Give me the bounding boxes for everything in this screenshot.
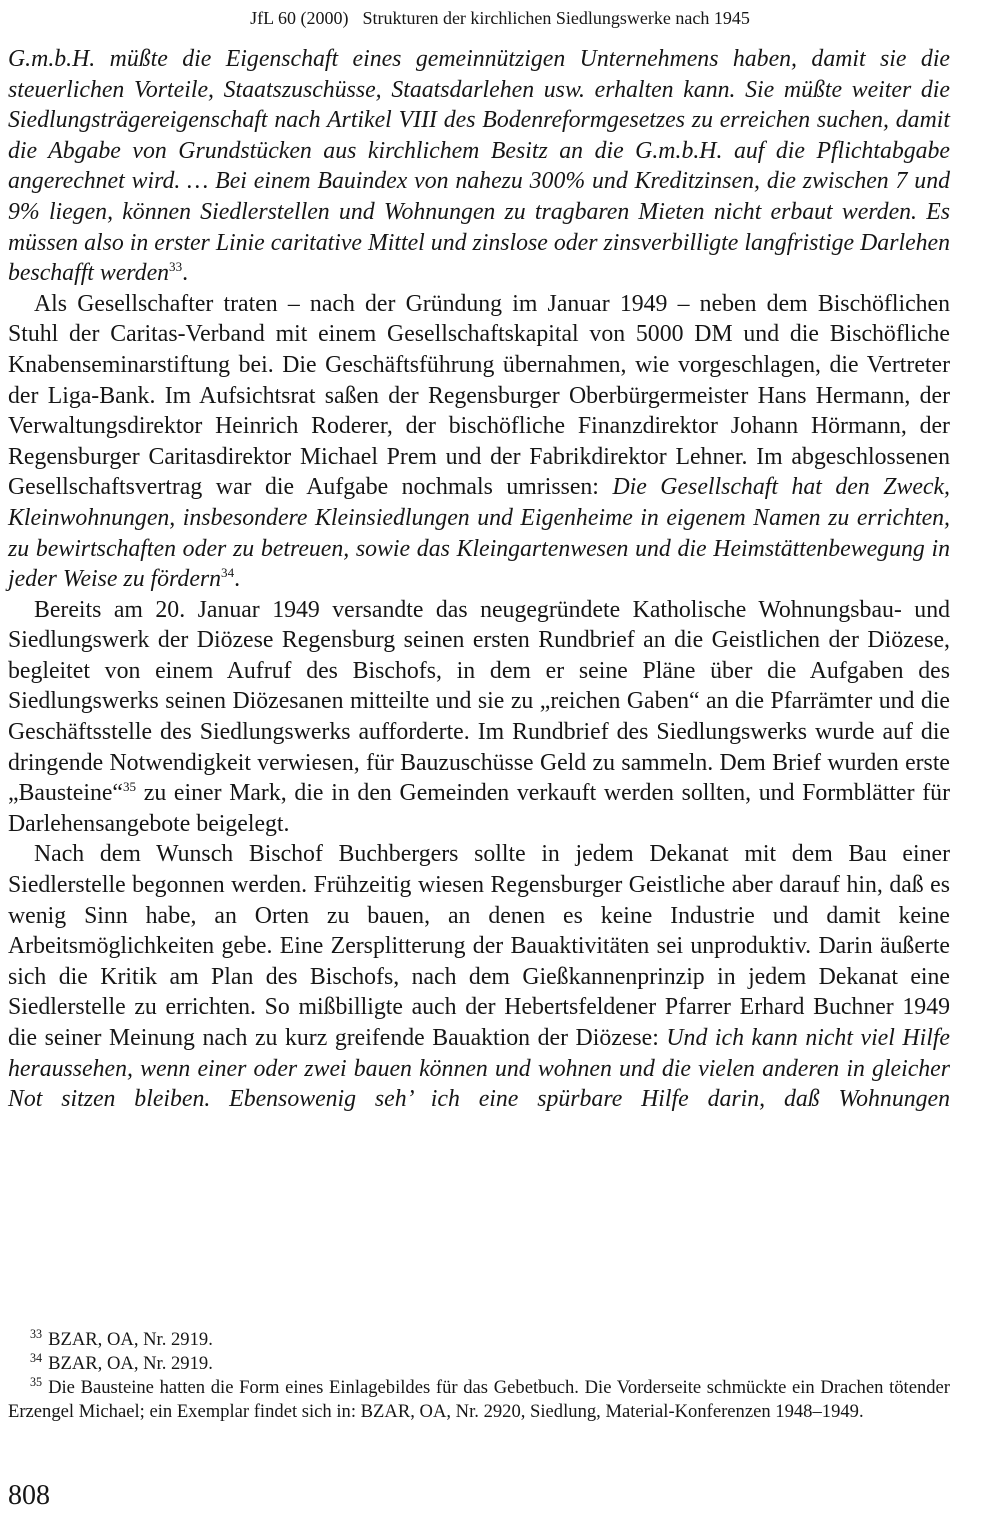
main-text — [8, 44, 950, 1115]
footnotes — [8, 1328, 950, 1424]
footnote-ref-34[interactable]: 34 — [221, 565, 235, 581]
footnote-ref-33[interactable]: 33 — [169, 259, 183, 275]
paragraph-gesellschafter: Als Gesellschafter traten – nach der Gründung im Januar 1949 – neben dem Bischöflichen Stuhl der Caritas-Verband mit einem Gesellschaftskapital von 5000 DM und die Bischöfliche Knabenseminarstiftung bei. Die Geschäftsführung übernahmen, wie vorgeschlagen, die Vertreter der Liga-Bank. Im Aufsichtsrat saßen der Regensburger Oberbürgermeister Hans Hermann, der Verwaltungsdirektor Heinrich Roderer, der bischöfliche Finanzdirektor Johann Hörmann, der Regensburger Caritasdirektor Michael Prem und der Fabrikdirektor Lehner. Im abgeschlossenen Gesellschaftsvertrag war die Aufgabe nochmals umrissen: Die Gesellschaft hat den Zweck, Kleinwohnungen, insbesondere Kleinsiedlungen und Eigenheime in eigenem Namen zu errichten, zu bewirtschaften oder zu betreuen, sowie das Kleingartenwesen und die Heimstättenbewegung in jeder Weise zu fördern$^{34}$. — [8, 290, 950, 593]
footnote-text: BZAR, OA, Nr. 2919. — [48, 1353, 213, 1374]
footnote-number: 34 — [30, 1350, 43, 1365]
paragraph-dekanat: Nach dem Wunsch Bischof Buchbergers sollte in jedem Dekanat mit dem Bau einer Siedlerstelle begonnen werden. Frühzeitig wiesen Regensburger Geistliche aber darauf hin, daß es wenig Sinn habe, an Orten zu bauen, an denen es keine Industrie und damit keine Arbeitsmöglichkeiten gebe. Eine Zersplitterung der Bauaktivitäten sei unproduktiv. Darin äußerte sich die Kritik am Plan des Bischofs, nach dem Gießkannenprinzip in jedem Dekanat eine Siedlerstelle zu errichten. So mißbilligte auch der Hebertsfeldener Pfarrer Erhard Buchner 1949 die seiner Meinung nach zu kurz greifende Bauaktion der Diözese: Und ich kann nicht viel Hilfe heraussehen, wenn einer oder zwei bauen können und wohnen und die vielen anderen in gleicher Not sitzen bleiben. Ebensowenig seh’ ich eine spürbare Hilfe darin, daß Wohnungen — [8, 841, 950, 1113]
footnote-33 — [8, 1328, 950, 1352]
footnote-text: Die Bausteine hatten die Form eines Einlagebildes für das Gebetbuch. Die Vorderseite schmückte ein Drachen tötender Erzengel Michael; ein Exemplar findet sich in: BZAR, OA, Nr. 2920, Siedlung, Material-Konferenzen 1948–1949. — [8, 1377, 950, 1422]
running-header — [0, 6, 1000, 30]
page-number: 808 — [8, 1480, 50, 1511]
footnote-ref-35[interactable]: 35 — [122, 779, 137, 795]
quote-text: G.m.b.H. müßte die Eigenschaft eines gemeinnützigen Unternehmens haben, damit sie die steuerlichen Vorteile, Staatszuschüsse, Staatsdarlehen usw. erhalten kann. Sie müßte weiter die Siedlungsträgereigenschaft nach Artikel VIII des Bodenreformgesetzes zu erreichen suchen, damit die Abgabe von Grundstücken aus kirchlichem Besitz an die G.m.b.H. auf die Pflichtabgabe angerechnet wird. … Bei einem Bauindex von nahezu 300% und Kreditzinsen, die zwischen 7 und 9% liegen, können Siedlerstellen und Wohnungen zu tragbaren Mieten nicht erbaut werden. Es müssen also in erster Linie caritative Mittel und zinslose oder zinsverbilligte langfristige Darlehen beschafft werden — [8, 46, 950, 287]
paragraph-rundbrief: Bereits am 20. Januar 1949 versandte das neugegründete Katholische Wohnungsbau- und Siedlungswerk der Diözese Regensburg seinen ersten Rundbrief an die Geistlichen der Diözese, begleitet von einem Aufruf des Bischofs, in dem er seine Pläne über die Aufgaben des Siedlungswerks seinen Diözesanen mitteilte und sie zu „reichen Gaben“ an die Pfarrämter und die Geschäftsstelle des Siedlungswerks aufforderte. Im Rundbrief des Siedlungswerks wurde auf die dringende Notwendigkeit verwiesen, für Bauzuschüsse Geld zu sammeln. Dem Brief wurden erste „Bausteine“$^{35}$ zu einer Mark, die in den Gemeinden verkauft werden sollten, und Formblätter für Darlehensangebote beigelegt. — [8, 596, 950, 837]
footnote-35 — [8, 1376, 950, 1424]
footnote-34 — [8, 1352, 950, 1376]
footnote-number: 33 — [30, 1326, 43, 1341]
footnote-text: BZAR, OA, Nr. 2919. — [48, 1329, 213, 1350]
footnote-number: 35 — [30, 1374, 43, 1389]
running-title: Strukturen der kirchlichen Siedlungswerke nach 1945 — [362, 8, 750, 28]
quote-gesellschaftsvertrag: Die Gesellschaft hat den Zweck, Kleinwohnungen, insbesondere Kleinsiedlungen und Eigenheime in eigenem Namen zu errichten, zu bewirtschaften oder zu betreuen, sowie das Kleingartenwesen und die Heimstättenbewegung in jeder Weise zu fördern — [8, 474, 950, 593]
quote-buchner: Und ich kann nicht viel Hilfe heraussehen, wenn einer oder zwei bauen können und wohnen und die vielen anderen in gleicher Not sitzen bleiben. Ebensowenig seh’ ich eine spürbare Hilfe darin, daß Wohnungen — [8, 1025, 950, 1113]
paragraph-quote-continuation: G.m.b.H. müßte die Eigenschaft eines gemeinnützigen Unternehmens haben, damit sie die steuerlichen Vorteile, Staatszuschüsse, Staatsdarlehen usw. erhalten kann. Sie müßte weiter die Siedlungsträgereigenschaft nach Artikel VIII des Bodenreformgesetzes zu erreichen suchen, damit die Abgabe von Grundstücken aus kirchlichem Besitz an die G.m.b.H. auf die Pflichtabgabe angerechnet wird. … Bei einem Bauindex von nahezu 300% und Kreditzinsen, die zwischen 7 und 9% liegen, können Siedlerstellen und Wohnungen zu tragbaren Mieten nicht erbaut werden. Es müssen also in erster Linie caritative Mittel und zinslose oder zinsverbilligte langfristige Darlehen beschafft werden$^{33}$. — [8, 46, 950, 287]
journal-reference: JfL 60 (2000) — [250, 8, 349, 28]
